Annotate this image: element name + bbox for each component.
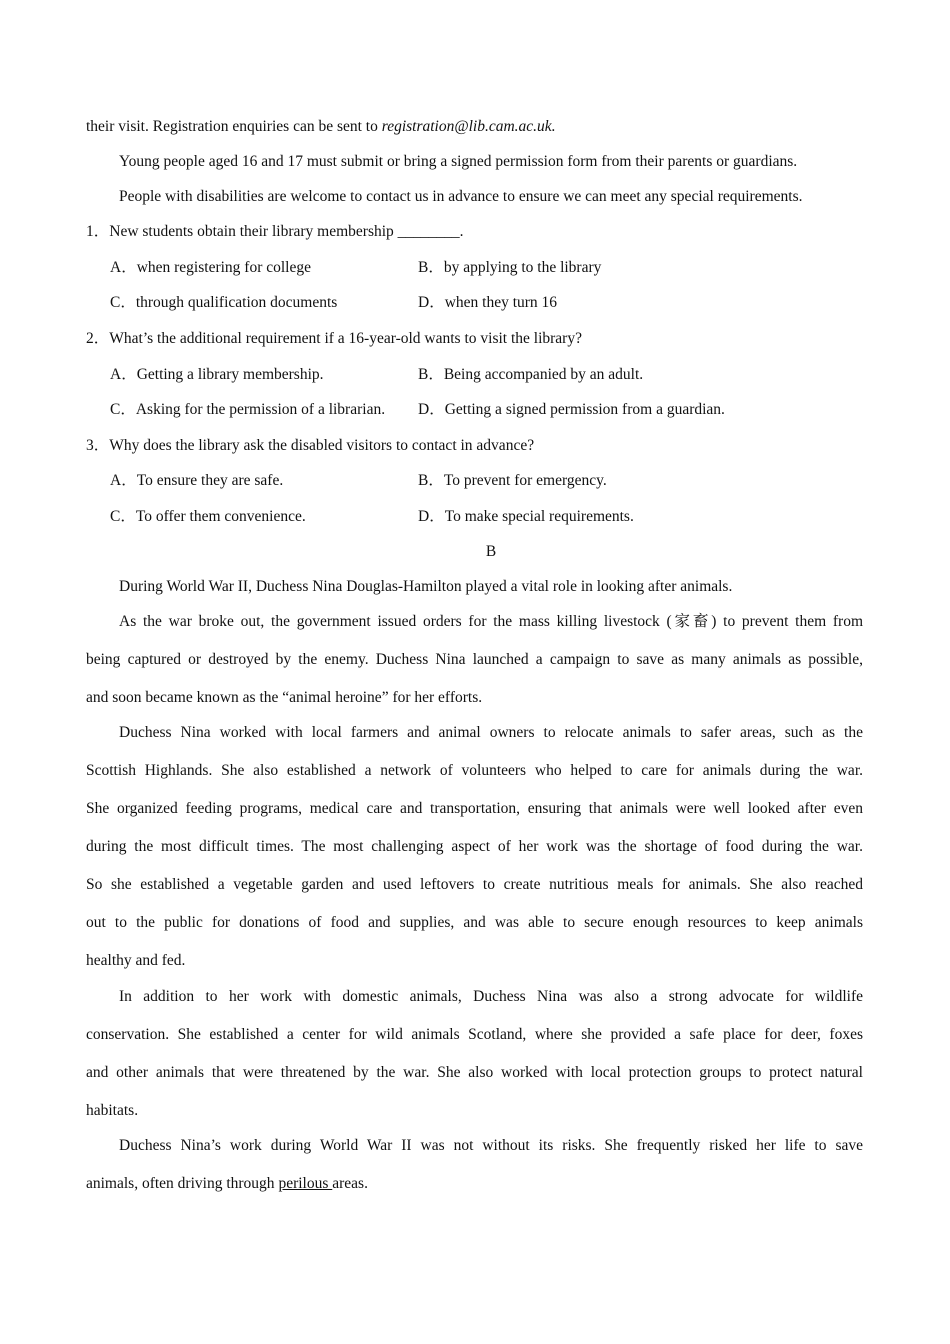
section-b-p2-line-1: As the war broke out, the government issued orders for the mass killing livestock (家畜) to prevent them from	[119, 613, 863, 630]
question-3-option-b: B．To prevent for emergency.	[418, 472, 607, 489]
question-3-option-a: A．To ensure they are safe.	[110, 472, 284, 489]
question-1-stem: 1．New students obtain their library membership ________.	[86, 223, 464, 240]
section-b-p4-line-4: habitats.	[86, 1102, 139, 1119]
question-3-option-d: D．To make special requirements.	[418, 508, 634, 525]
section-b-p3-line-4: during the most difficult times. The most challenging aspect of her work was the shortage of food during the war.	[86, 838, 863, 855]
question-1-option-b: B．by applying to the library	[418, 259, 602, 276]
section-b-p4-line-3: and other animals that were threatened by the war. She also worked with local protection groups to protect natural	[86, 1064, 863, 1081]
registration-email: registration@lib.cam.ac.uk.	[381, 118, 556, 135]
section-b-p3-line-5: So she established a vegetable garden and used leftovers to create nutritious meals for animals. She also reached	[86, 876, 863, 893]
p5-text-pre: animals, often driving through	[86, 1175, 279, 1192]
section-b-p3-line-2: Scottish Highlands. She also established a network of volunteers who helped to care for animals during the war.	[86, 762, 863, 779]
section-b-p3-line-3: She organized feeding programs, medical care and transportation, ensuring that animals were well looked after even	[86, 800, 863, 817]
section-b-p2-line-2: being captured or destroyed by the enemy. Duchess Nina launched a campaign to save as many animals as possible,	[86, 651, 863, 668]
section-b-p3-line-6: out to the public for donations of food and supplies, and was able to secure enough resources to keep animals	[86, 914, 863, 931]
section-b-p4-line-1: In addition to her work with domestic animals, Duchess Nina was also a strong advocate for wildlife	[119, 988, 863, 1005]
intro-paragraph-young-people: Young people aged 16 and 17 must submit or bring a signed permission form from their parents or guardians.	[119, 153, 798, 170]
section-b-p3-line-7: healthy and fed.	[86, 952, 186, 969]
question-1-option-c: C．through qualification documents	[110, 294, 338, 311]
intro-line-1	[86, 117, 556, 137]
question-3-option-c: C．To offer them convenience.	[110, 508, 306, 525]
intro-text: their visit. Registration enquiries can be sent to	[86, 118, 382, 135]
question-1-option-a: A．when registering for college	[110, 259, 312, 276]
section-b-p3-line-1: Duchess Nina worked with local farmers and animal owners to relocate animals to safer areas, such as the	[119, 724, 863, 741]
section-b-p5-line-1: Duchess Nina’s work during World War II was not without its risks. She frequently risked her life to save	[119, 1137, 863, 1154]
section-b-heading: B	[485, 543, 497, 560]
question-2-option-d: D．Getting a signed permission from a guardian.	[418, 401, 725, 418]
p5-text-post: areas.	[332, 1175, 368, 1192]
question-2-option-c: C．Asking for the permission of a librarian.	[110, 401, 386, 418]
question-3-stem: 3．Why does the library ask the disabled visitors to contact in advance?	[86, 437, 535, 454]
section-b-p2-line-3: and soon became known as the “animal heroine” for her efforts.	[86, 689, 483, 706]
section-b-paragraph-1: During World War II, Duchess Nina Douglas-Hamilton played a vital role in looking after animals.	[119, 578, 733, 595]
intro-paragraph-disabilities: People with disabilities are welcome to contact us in advance to ensure we can meet any special requirements.	[119, 188, 803, 205]
question-2-option-b: B．Being accompanied by an adult.	[418, 366, 644, 383]
question-2-stem: 2．What’s the additional requirement if a 16-year-old wants to visit the library?	[86, 330, 582, 347]
question-2-option-a: A．Getting a library membership.	[110, 366, 324, 383]
underlined-word-perilous: perilous	[278, 1175, 333, 1192]
question-1-option-d: D．when they turn 16	[418, 294, 558, 311]
section-b-p5-line-2	[86, 1174, 368, 1194]
section-b-p4-line-2: conservation. She established a center for wild animals Scotland, where she provided a safe place for deer, foxes	[86, 1026, 863, 1043]
